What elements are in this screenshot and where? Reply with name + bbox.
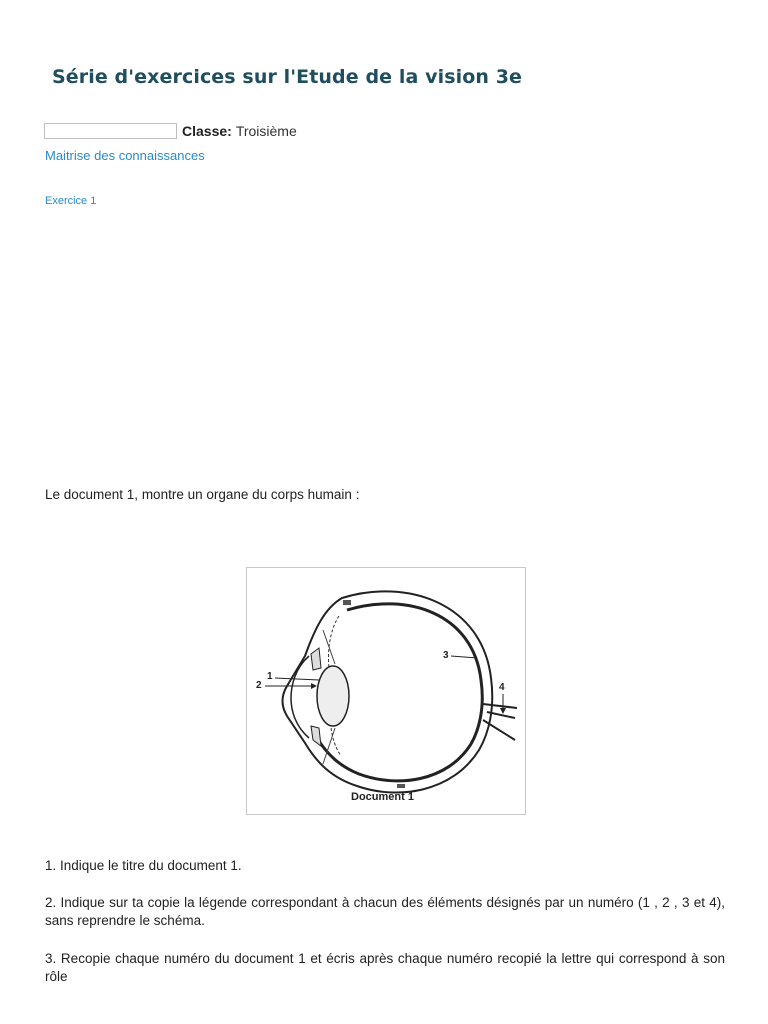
- iris-upper: [311, 648, 321, 670]
- arrow-2: [311, 683, 317, 689]
- blank-field-box: [44, 123, 177, 139]
- exercise-link[interactable]: Exercice 1: [45, 195, 97, 207]
- eye-diagram-figure: [246, 567, 526, 815]
- label-2: 2: [256, 680, 262, 691]
- question-2: 2. Indique sur ta copie la légende correspondant à chacun des éléments désignés par un numéro (1 , 2 , 3 et 4), sans reprendre le schéma.: [45, 895, 725, 928]
- leader-3: [451, 656, 477, 658]
- intro-text: Le document 1, montre un organe du corps humain :: [45, 487, 360, 502]
- figure-caption: Document 1: [351, 791, 414, 803]
- arrow-4: [500, 708, 506, 714]
- muscle-mark-top: [343, 600, 351, 605]
- section-link-maitrise[interactable]: Maitrise des connaissances: [45, 148, 205, 163]
- leader-1: [275, 678, 319, 680]
- label-4: 4: [499, 682, 505, 693]
- classe-label: Classe:: [182, 123, 232, 139]
- iris-lower: [311, 726, 321, 746]
- sclera-outline: [283, 591, 493, 792]
- optic-nerve: [483, 704, 517, 740]
- lens-shape: [317, 666, 349, 726]
- muscle-mark-bottom: [397, 784, 405, 788]
- eye-diagram: [247, 568, 525, 814]
- question-1: 1. Indique le titre du document 1.: [45, 858, 242, 873]
- question-3: 3. Recopie chaque numéro du document 1 et écris après chaque numéro recopié la lettre qui correspond à son rôle: [45, 951, 725, 984]
- classe-value: Troisième: [235, 123, 297, 139]
- page-title: Série d'exercices sur l'Etude de la vision 3e: [52, 66, 523, 88]
- label-1: 1: [267, 671, 273, 682]
- label-3: 3: [443, 650, 449, 661]
- meta-row: [44, 123, 297, 139]
